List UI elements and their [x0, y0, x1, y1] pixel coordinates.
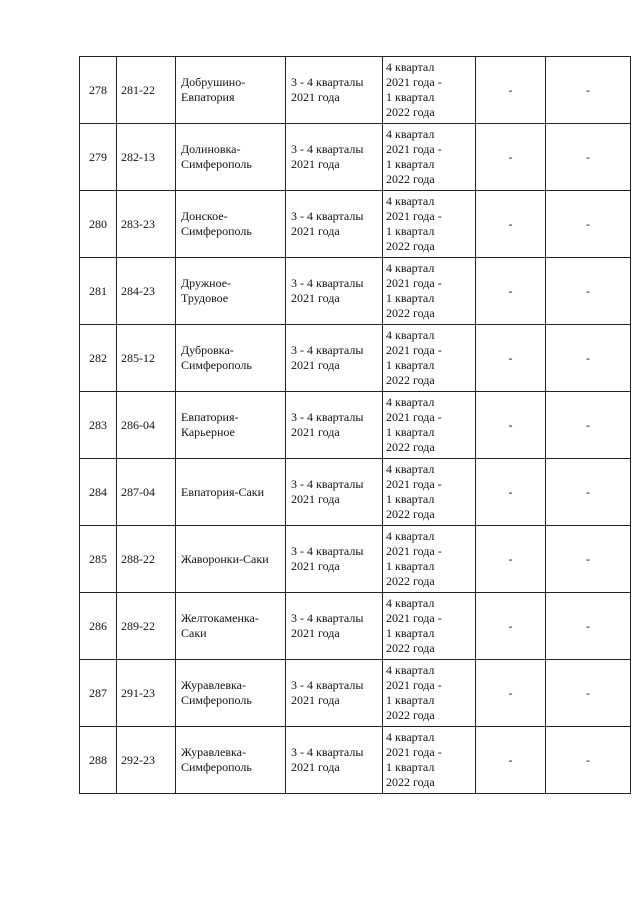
table-row [80, 392, 631, 459]
row-number-cell [80, 191, 117, 258]
route-code-cell [117, 57, 176, 124]
column-6-value: - [508, 417, 513, 432]
route-name-cell [176, 57, 286, 124]
row-number-cell [80, 727, 117, 794]
row-number-cell [80, 392, 117, 459]
row-number: 279 [89, 149, 107, 164]
table-row [80, 459, 631, 526]
column-6-cell [476, 392, 546, 459]
start-period-cell [286, 325, 383, 392]
column-6-value: - [508, 685, 513, 700]
column-7-cell [546, 124, 631, 191]
route-code-cell [117, 727, 176, 794]
route-name: Желтокаменка- Саки [181, 611, 259, 640]
row-number: 280 [89, 216, 107, 231]
column-6-value: - [508, 484, 513, 499]
row-number-cell [80, 124, 117, 191]
route-name: Евпатория- Карьерное [181, 410, 239, 439]
route-name: Донское- Симферополь [181, 209, 252, 238]
column-6-value: - [508, 82, 513, 97]
start-period: 3 - 4 кварталы 2021 года [291, 142, 364, 171]
route-code: 291-23 [121, 685, 155, 700]
row-number-cell [80, 593, 117, 660]
row-number: 288 [89, 752, 107, 767]
route-name-cell [176, 258, 286, 325]
start-period-cell [286, 459, 383, 526]
routes-table [79, 56, 631, 794]
column-6-cell [476, 727, 546, 794]
start-period-cell [286, 57, 383, 124]
column-6-cell [476, 660, 546, 727]
end-period-cell [383, 258, 476, 325]
row-number-cell [80, 660, 117, 727]
row-number: 287 [89, 685, 107, 700]
start-period: 3 - 4 кварталы 2021 года [291, 611, 364, 640]
column-6-cell [476, 191, 546, 258]
route-code-cell [117, 191, 176, 258]
column-7-value: - [586, 350, 590, 365]
route-name-cell [176, 727, 286, 794]
route-name: Долиновка- Симферополь [181, 142, 252, 171]
end-period-cell [383, 526, 476, 593]
end-period: 4 квартал 2021 года - 1 квартал 2022 года [386, 328, 442, 387]
route-code-cell [117, 593, 176, 660]
route-code: 289-22 [121, 618, 155, 633]
end-period: 4 квартал 2021 года - 1 квартал 2022 года [386, 462, 442, 521]
route-name: Дубровка- Симферополь [181, 343, 252, 372]
route-code-cell [117, 526, 176, 593]
end-period: 4 квартал 2021 года - 1 квартал 2022 года [386, 261, 442, 320]
row-number: 284 [89, 484, 107, 499]
route-code-cell [117, 258, 176, 325]
start-period: 3 - 4 кварталы 2021 года [291, 745, 364, 774]
route-name: Добрушино- Евпатория [181, 75, 246, 104]
column-6-value: - [508, 149, 513, 164]
end-period: 4 квартал 2021 года - 1 квартал 2022 года [386, 663, 442, 722]
table-row [80, 727, 631, 794]
route-code: 282-13 [121, 149, 155, 164]
column-7-value: - [586, 417, 590, 432]
column-7-cell [546, 526, 631, 593]
column-7-value: - [586, 149, 590, 164]
start-period-cell [286, 526, 383, 593]
end-period-cell [383, 392, 476, 459]
end-period-cell [383, 57, 476, 124]
table-row [80, 526, 631, 593]
start-period-cell [286, 660, 383, 727]
row-number-cell [80, 459, 117, 526]
route-code: 292-23 [121, 752, 155, 767]
row-number: 282 [89, 350, 107, 365]
route-name-cell [176, 593, 286, 660]
start-period-cell [286, 727, 383, 794]
end-period-cell [383, 459, 476, 526]
column-7-value: - [586, 618, 590, 633]
end-period: 4 квартал 2021 года - 1 квартал 2022 года [386, 529, 442, 588]
column-7-value: - [586, 82, 590, 97]
start-period: 3 - 4 кварталы 2021 года [291, 75, 364, 104]
route-code: 287-04 [121, 484, 155, 499]
route-code-cell [117, 124, 176, 191]
column-7-value: - [586, 752, 590, 767]
start-period-cell [286, 258, 383, 325]
route-name-cell [176, 459, 286, 526]
start-period: 3 - 4 кварталы 2021 года [291, 276, 364, 305]
start-period: 3 - 4 кварталы 2021 года [291, 477, 364, 506]
route-name: Дружное- Трудовое [181, 276, 232, 305]
route-code: 285-12 [121, 350, 155, 365]
end-period: 4 квартал 2021 года - 1 квартал 2022 года [386, 194, 442, 253]
route-code: 288-22 [121, 551, 155, 566]
column-7-cell [546, 258, 631, 325]
column-7-cell [546, 660, 631, 727]
route-name-cell [176, 660, 286, 727]
column-7-cell [546, 593, 631, 660]
column-6-value: - [508, 551, 513, 566]
start-period: 3 - 4 кварталы 2021 года [291, 544, 364, 573]
column-7-cell [546, 191, 631, 258]
end-period-cell [383, 325, 476, 392]
row-number-cell [80, 325, 117, 392]
table-row [80, 258, 631, 325]
end-period-cell [383, 593, 476, 660]
column-7-value: - [586, 484, 590, 499]
row-number: 283 [89, 417, 107, 432]
column-6-cell [476, 325, 546, 392]
route-code: 284-23 [121, 283, 155, 298]
route-code-cell [117, 459, 176, 526]
route-code: 283-23 [121, 216, 155, 231]
route-name-cell [176, 392, 286, 459]
start-period-cell [286, 191, 383, 258]
start-period-cell [286, 124, 383, 191]
column-6-cell [476, 124, 546, 191]
table-row [80, 124, 631, 191]
column-7-value: - [586, 283, 590, 298]
route-name-cell [176, 526, 286, 593]
column-6-cell [476, 459, 546, 526]
column-7-cell [546, 57, 631, 124]
route-name: Евпатория-Саки [181, 484, 265, 499]
end-period-cell [383, 124, 476, 191]
start-period-cell [286, 593, 383, 660]
row-number: 286 [89, 618, 107, 633]
routes-table-body [80, 57, 631, 794]
end-period-cell [383, 727, 476, 794]
row-number-cell [80, 258, 117, 325]
row-number: 281 [89, 283, 107, 298]
row-number: 285 [89, 551, 107, 566]
route-code-cell [117, 392, 176, 459]
column-6-cell [476, 593, 546, 660]
column-6-value: - [508, 618, 513, 633]
row-number-cell [80, 57, 117, 124]
column-6-value: - [508, 752, 513, 767]
table-row [80, 191, 631, 258]
column-7-value: - [586, 551, 590, 566]
route-name-cell [176, 325, 286, 392]
route-name-cell [176, 124, 286, 191]
route-name: Журавлевка- Симферополь [181, 745, 252, 774]
column-6-cell [476, 258, 546, 325]
route-code: 281-22 [121, 82, 155, 97]
end-period: 4 квартал 2021 года - 1 квартал 2022 года [386, 60, 442, 119]
start-period: 3 - 4 кварталы 2021 года [291, 343, 364, 372]
table-row [80, 325, 631, 392]
column-6-cell [476, 526, 546, 593]
column-7-value: - [586, 685, 590, 700]
column-6-value: - [508, 283, 513, 298]
column-6-value: - [508, 216, 513, 231]
start-period: 3 - 4 кварталы 2021 года [291, 410, 364, 439]
column-7-cell [546, 727, 631, 794]
start-period: 3 - 4 кварталы 2021 года [291, 678, 364, 707]
end-period: 4 квартал 2021 года - 1 квартал 2022 года [386, 596, 442, 655]
route-code-cell [117, 660, 176, 727]
start-period-cell [286, 392, 383, 459]
column-7-cell [546, 325, 631, 392]
column-6-value: - [508, 350, 513, 365]
end-period: 4 квартал 2021 года - 1 квартал 2022 года [386, 395, 442, 454]
route-name: Журавлевка- Симферополь [181, 678, 252, 707]
column-7-value: - [586, 216, 590, 231]
table-row [80, 57, 631, 124]
table-row [80, 593, 631, 660]
route-name-cell [176, 191, 286, 258]
route-name: Жаворонки-Саки [181, 551, 269, 566]
table-row [80, 660, 631, 727]
end-period-cell [383, 660, 476, 727]
row-number: 278 [89, 82, 107, 97]
end-period: 4 квартал 2021 года - 1 квартал 2022 года [386, 730, 442, 789]
column-7-cell [546, 459, 631, 526]
route-code-cell [117, 325, 176, 392]
row-number-cell [80, 526, 117, 593]
column-7-cell [546, 392, 631, 459]
route-code: 286-04 [121, 417, 155, 432]
end-period-cell [383, 191, 476, 258]
column-6-cell [476, 57, 546, 124]
end-period: 4 квартал 2021 года - 1 квартал 2022 года [386, 127, 442, 186]
start-period: 3 - 4 кварталы 2021 года [291, 209, 364, 238]
